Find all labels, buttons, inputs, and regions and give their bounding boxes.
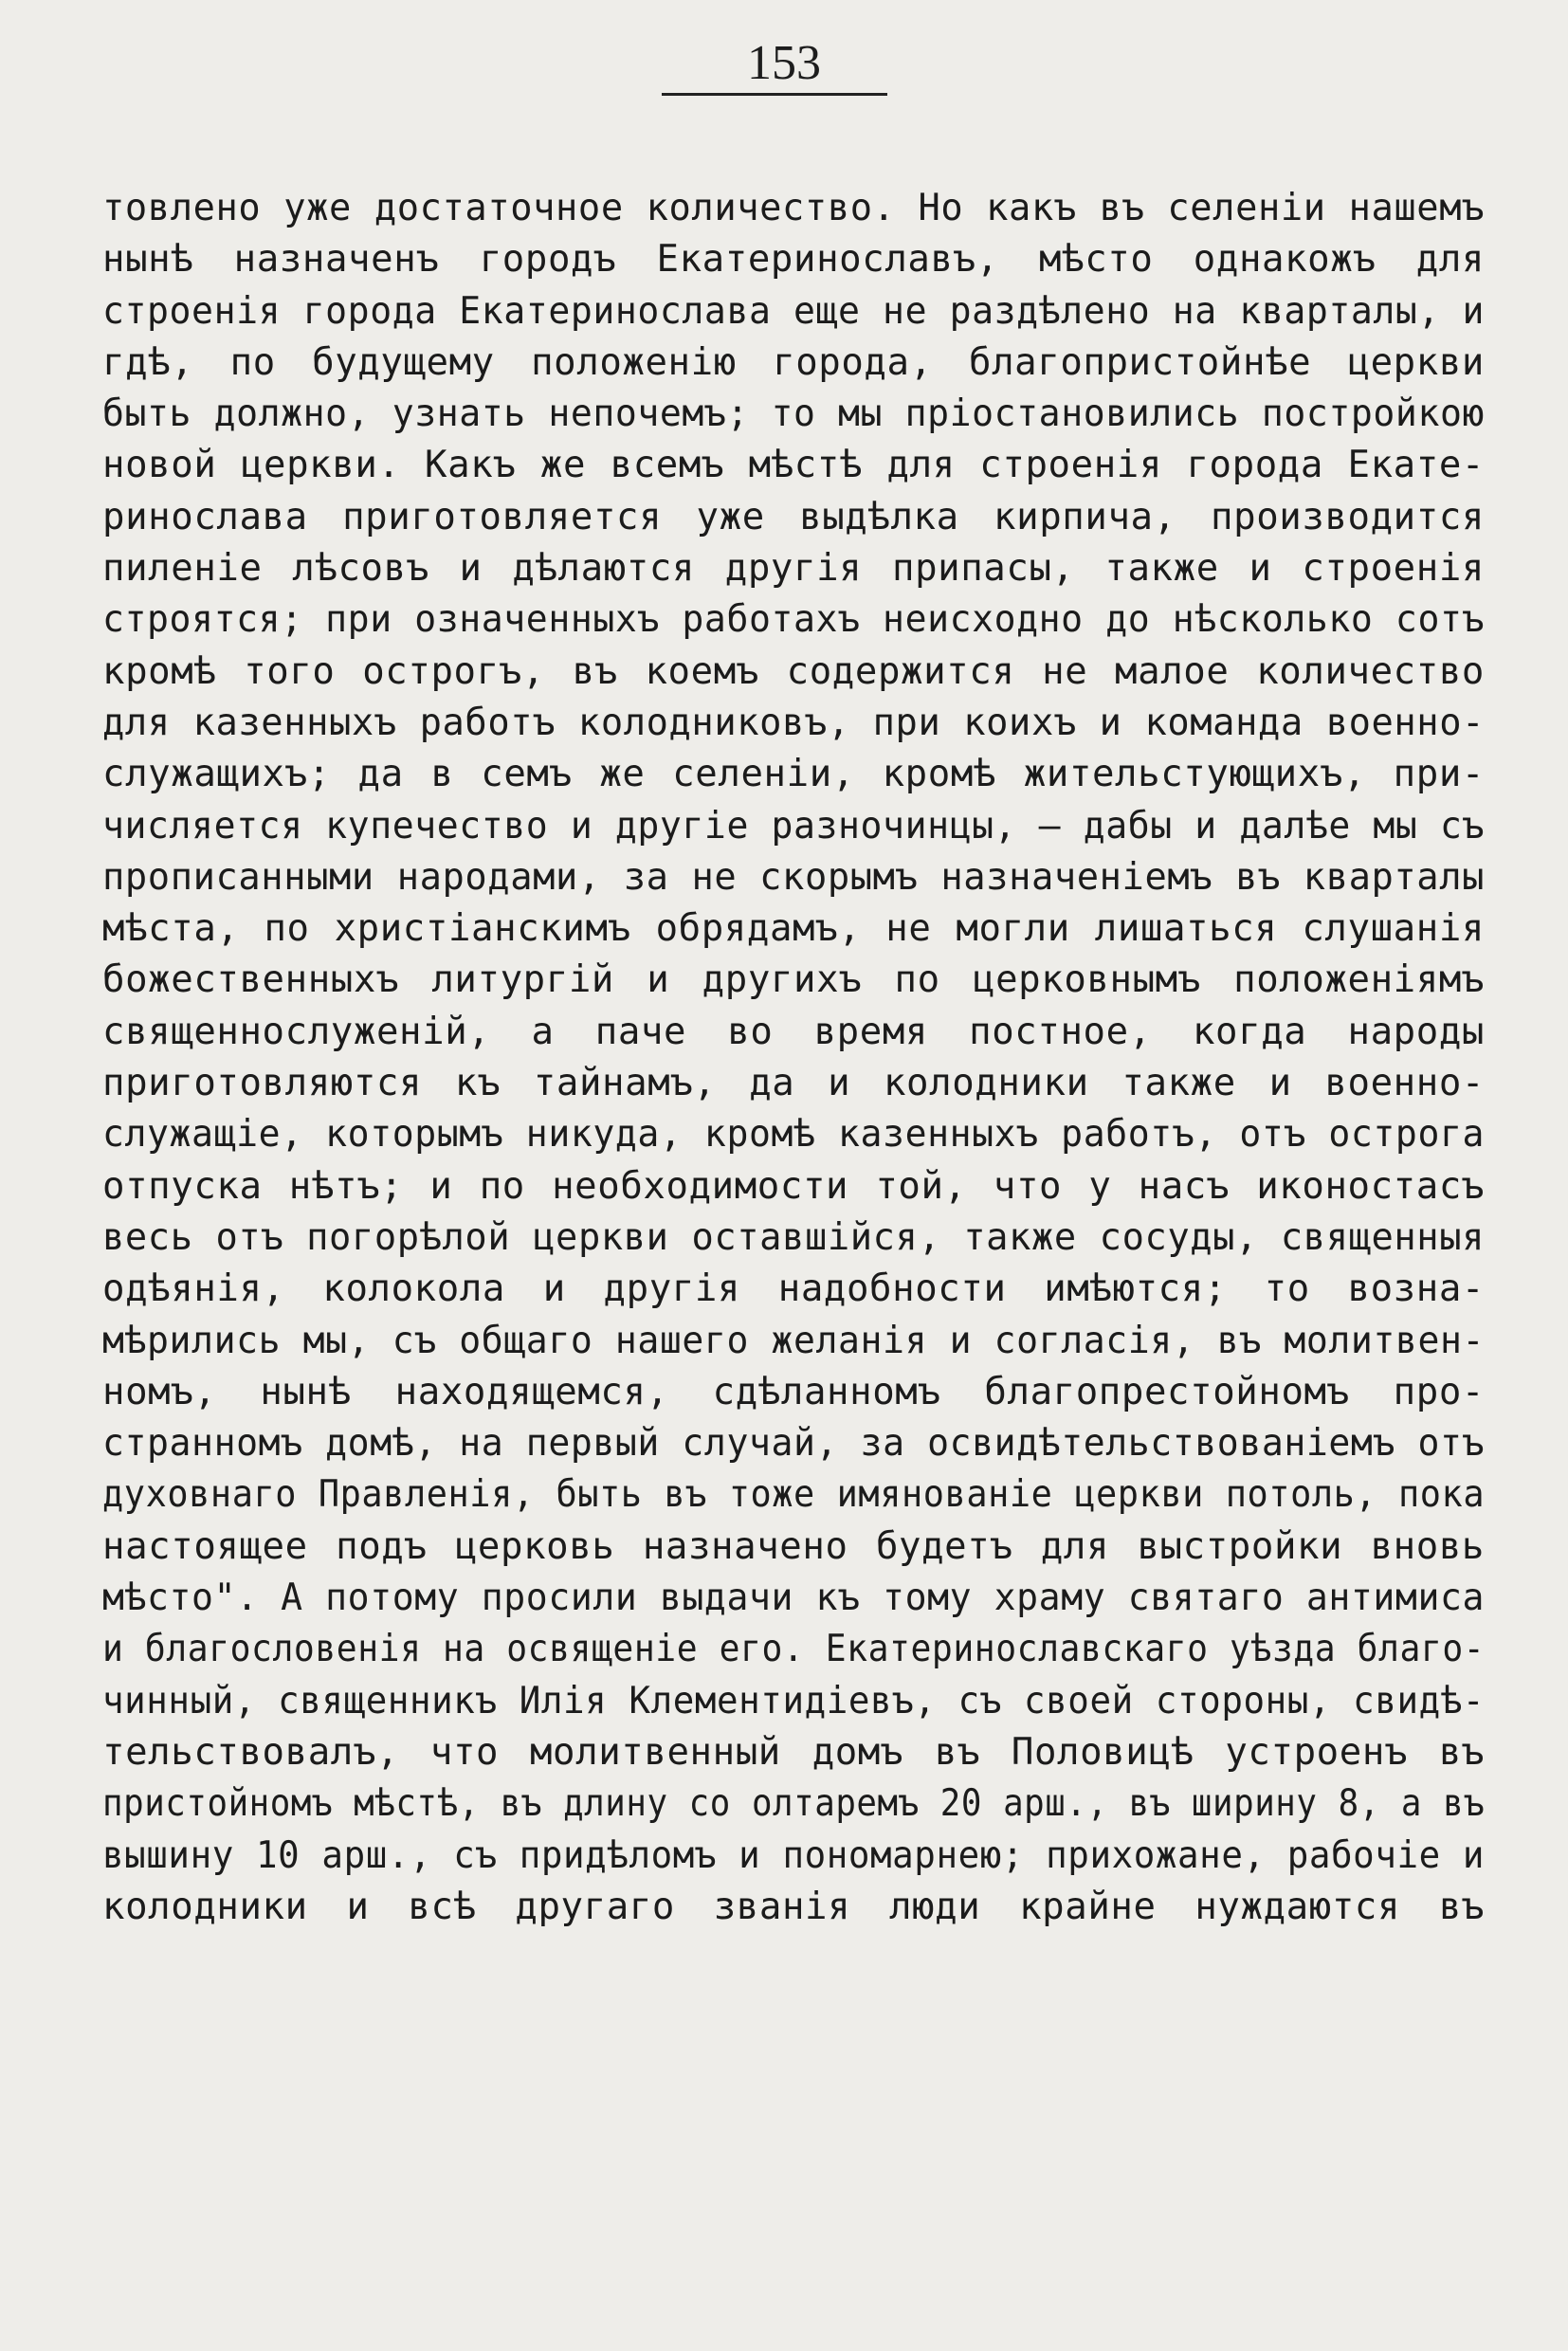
text-line: одѣянія, колокола и другія надобности имѣются; то возна- [102, 1267, 1485, 1311]
text-line: числяется купечество и другіе разночинцы, — дабы и далѣе мы съ [102, 804, 1485, 847]
text-line: пристойномъ мѣстѣ, въ длину со олтаремъ 20 арш., въ ширину 8, а въ [102, 1782, 1486, 1826]
text-line: чинный, священникъ Илія Клементидіевъ, съ своей стороны, свидѣ- [102, 1679, 1486, 1722]
text-line: и благословенія на освященіе его. Екатеринославскаго уѣзда благо- [102, 1628, 1486, 1671]
text-line: быть должно, узнать непочемъ; то мы пріостановились постройкою [102, 392, 1485, 436]
body-text [102, 183, 1485, 1933]
text-line: отпуска нѣтъ; и по необходимости той, что у насъ иконостасъ [102, 1164, 1485, 1208]
text-line: для казенныхъ работъ колодниковъ, при коихъ и команда военно- [102, 701, 1485, 744]
text-line: строенія города Екатеринослава еще не раздѣлено на кварталы, и [102, 289, 1485, 333]
text-line: странномъ домѣ, на первый случай, за освидѣтельствованіемъ отъ [102, 1422, 1485, 1466]
text-line: прописанными народами, за не скорымъ назначеніемъ въ кварталы [102, 855, 1485, 899]
text-line: кромѣ того острогъ, въ коемъ содержится не малое количество [102, 649, 1485, 693]
text-line: пиленіе лѣсовъ и дѣлаются другія припасы, также и строенія [102, 547, 1485, 591]
text-line: ринослава приготовляется уже выдѣлка кирпича, производится [102, 495, 1485, 538]
text-line: товлено уже достаточное количество. Но какъ въ селеніи нашемъ [102, 187, 1485, 229]
text-line: священнослуженій, а паче во время постное, когда народы [102, 1010, 1485, 1053]
text-line: мѣрились мы, съ общаго нашего желанія и согласія, въ молитвен- [102, 1319, 1485, 1362]
text-line: тельствовалъ, что молитвенный домъ въ Половицѣ устроенъ въ [102, 1730, 1485, 1774]
text-line: строятся; при означенныхъ работахъ неисходно до нѣсколько сотъ [102, 598, 1485, 642]
text-line: настоящее подъ церковь назначено будетъ для выстройки вновь [102, 1524, 1485, 1568]
text-line: гдѣ, по будущему положенію города, благопристойнѣе церкви [102, 340, 1485, 384]
page-number-underline [662, 93, 887, 96]
text-line: нынѣ назначенъ городъ Екатеринославъ, мѣсто однакожъ для [102, 238, 1485, 282]
text-line: новой церкви. Какъ же всемъ мѣстѣ для строенія города Екате- [102, 444, 1485, 487]
text-line: колодники и всѣ другаго званія люди крайне нуждаются въ [102, 1885, 1485, 1928]
text-line: номъ, нынѣ находящемся, сдѣланномъ благопрестойномъ про- [102, 1370, 1485, 1413]
text-line: мѣста, по христіанскимъ обрядамъ, не могли лишаться слушанія [102, 907, 1485, 951]
text-line: служащіе, которымъ никуда, кромѣ казенныхъ работъ, отъ острога [102, 1113, 1485, 1157]
text-line: духовнаго Правленія, быть въ тоже имянованіе церкви потоль, пока [102, 1473, 1486, 1517]
text-line: приготовляются къ тайнамъ, да и колодники также и военно- [102, 1062, 1485, 1105]
text-line: служащихъ; да в семъ же селеніи, кромѣ жительстующихъ, при- [102, 753, 1485, 796]
page-number: 153 [747, 36, 821, 90]
text-line: божественныхъ литургій и другихъ по церковнымъ положеніямъ [102, 958, 1485, 1002]
text-line: мѣсто". А потому просили выдачи къ тому храму святаго антимиса [102, 1576, 1485, 1620]
text-line: вышину 10 арш., съ придѣломъ и пономарнею; прихожане, рабочіе и [102, 1833, 1486, 1877]
text-line: весь отъ погорѣлой церкви оставшійся, также сосуды, священныя [102, 1215, 1485, 1259]
